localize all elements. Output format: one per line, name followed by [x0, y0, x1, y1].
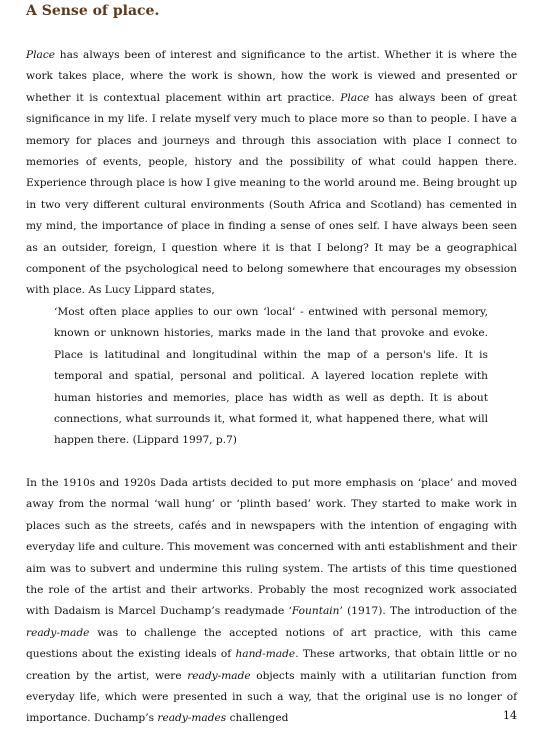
text-run: has always been of interest and significance to the artist. Whether it is where the work takes place, where the work is shown, how the work is viewed and presented or whether it is contextual placement within art practice.	[26, 49, 517, 104]
italic-text-run: ready-made	[26, 626, 90, 639]
italic-text-run: Place	[26, 49, 56, 61]
body-paragraph-1	[26, 45, 517, 302]
text-run: ’ (1917). The introduction of the	[339, 605, 518, 618]
italic-text-run: Fountain	[291, 605, 340, 618]
text-run: was to challenge the accepted notions of art practice, with this came questions about the existing ideals of	[26, 626, 517, 661]
italic-text-run: ready-mades	[157, 712, 227, 725]
text-run: objects mainly with a utilitarian function from everyday life, which were presented in such a way, that the original use is no longer of importance. Duchamp’s	[26, 669, 518, 725]
italic-text-run: ready-made	[187, 669, 251, 682]
page-number: 14	[503, 709, 517, 722]
italic-text-run: Place	[340, 91, 370, 104]
text-run: has always been of great significance in my life. I relate myself very much to place more so than to people. I have a memory for places and journeys and through this association with place I connect to memories of events, people, history and the possibility of what could happen there. Experience through place is how I give meaning to the world around me. Being brought up in two very different cultural environments (South Africa and Scotland) has cemented in my mind, the importance of place in finding a sense of ones self. I have always been seen as an outsider, foreign, I question where it is that I belong? It may be a geographical component of the psychological need to belong somewhere that encourages my obsession with place. As Lucy Lippard states,	[26, 91, 517, 297]
block-quote: ‘Most often place applies to our own ‘local’ - entwined with personal memory, known or unknown histories, marks made in the land that provoke and evoke. Place is latitudinal and longitudinal within the map of a person's life. It is temporal and spatial, personal and political. A layered location replete with human histories and memories, place has width as well as depth. It is about connections, what surrounds it, what formed it, what happened there, what will happen there. (Lippard 1997, p.7)	[54, 306, 488, 447]
text-run: In the 1910s and 1920s Dada artists decided to put more emphasis on ‘place’ and moved away from the normal ‘wall hung’ or ‘plinth based’ work. They started to make work in places such as the streets, cafés and in newspapers with the intention of engaging with everyday life and culture. This movement was concerned with anti establishment and their aim was to subvert and undermine this ruling system. The artists of this time questioned the role of the artist and their artworks. Probably the most recognized work associated with Dadaism is Marcel Duchamp’s readymade ‘	[26, 477, 517, 618]
italic-text-run: hand-made	[235, 648, 296, 661]
text-run: . These artworks, that obtain little or no creation by the artist, were	[26, 648, 517, 682]
body-paragraph-2	[26, 473, 517, 730]
text-run: challenged	[226, 712, 289, 725]
section-title: A Sense of place.	[26, 3, 160, 19]
